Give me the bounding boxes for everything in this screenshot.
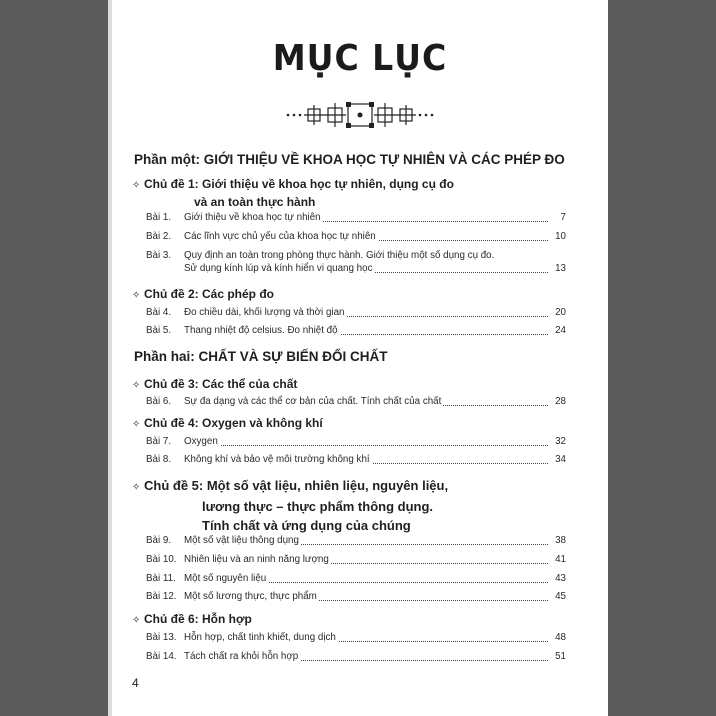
page-title: MỤC LỤC bbox=[272, 38, 448, 79]
topic-6-heading: ✧ Chủ đề 6: Hỗn hợp bbox=[132, 611, 252, 629]
topic-4-heading: ✧ Chủ đề 4: Oxygen và không khí bbox=[132, 415, 323, 433]
list-item: Bài 3. Quy định an toàn trong phòng thực hành. Giới thiệu một số dụng cụ đo. Sử dụng kính lúp và kính hiển vi quang học 13 bbox=[146, 250, 566, 274]
ornament-divider bbox=[280, 100, 440, 130]
right-background bbox=[608, 0, 716, 716]
list-item: Bài 6. Sự đa dạng và các thể cơ bản của chất. Tính chất của chất 28 bbox=[146, 396, 566, 407]
list-item: Bài 9. Một số vật liệu thông dụng 38 bbox=[146, 535, 566, 546]
part-two-heading: Phần hai: CHẤT VÀ SỰ BIẾN ĐỔI CHẤT bbox=[134, 349, 388, 364]
topic-5-heading: ✧ Chủ đề 5: Một số vật liệu, nhiên liệu, nguyên liệu, lương thực – thực phẩm thông dụng. Tính chất và ứng dụng của chúng bbox=[132, 478, 449, 533]
list-item: Bài 8. Không khí và bảo vệ môi trường không khí 34 bbox=[146, 454, 566, 465]
part-one-heading: Phần một: GIỚI THIỆU VỀ KHOA HỌC TỰ NHIÊN VÀ CÁC PHÉP ĐO bbox=[134, 152, 565, 167]
list-item: Bài 2. Các lĩnh vực chủ yếu của khoa học tự nhiên 10 bbox=[146, 231, 566, 242]
list-item: Bài 14. Tách chất ra khỏi hỗn hợp 51 bbox=[146, 651, 566, 662]
topic-1-heading bbox=[132, 176, 454, 211]
left-background bbox=[0, 0, 108, 716]
topic-2-heading: ✧ Chủ đề 2: Các phép đo bbox=[132, 286, 274, 304]
list-item: Bài 4. Đo chiều dài, khối lượng và thời gian 20 bbox=[146, 307, 566, 318]
diamond-bullet-icon: ✧ bbox=[132, 482, 141, 493]
diamond-bullet-icon: ✧ bbox=[132, 615, 141, 626]
list-item: Bài 13. Hỗn hợp, chất tinh khiết, dung dịch 48 bbox=[146, 632, 566, 643]
list-item: Bài 5. Thang nhiệt độ celsius. Đo nhiệt độ 24 bbox=[146, 325, 566, 336]
list-item: Bài 10. Nhiên liệu và an ninh năng lượng 41 bbox=[146, 554, 566, 565]
book-page bbox=[112, 0, 608, 716]
diamond-bullet-icon: ✧ bbox=[132, 290, 141, 301]
list-item: Bài 12. Một số lương thực, thực phẩm 45 bbox=[146, 591, 566, 602]
list-item: Bài 1. Giới thiệu về khoa học tự nhiên 7 bbox=[146, 212, 566, 223]
list-item: Bài 7. Oxygen 32 bbox=[146, 436, 566, 447]
diamond-bullet-icon: ✧ bbox=[132, 180, 141, 191]
diamond-bullet-icon: ✧ bbox=[132, 380, 141, 391]
topic-1-line-2: và an toàn thực hành bbox=[194, 195, 316, 209]
topic-1-line-1: Chủ đề 1: Giới thiệu về khoa học tự nhiên, dụng cụ đo bbox=[144, 177, 454, 191]
diamond-bullet-icon: ✧ bbox=[132, 419, 141, 430]
topic-3-heading: ✧ Chủ đề 3: Các thể của chất bbox=[132, 376, 297, 394]
list-item: Bài 11. Một số nguyên liệu 43 bbox=[146, 573, 566, 584]
page-number: 4 bbox=[132, 676, 139, 690]
